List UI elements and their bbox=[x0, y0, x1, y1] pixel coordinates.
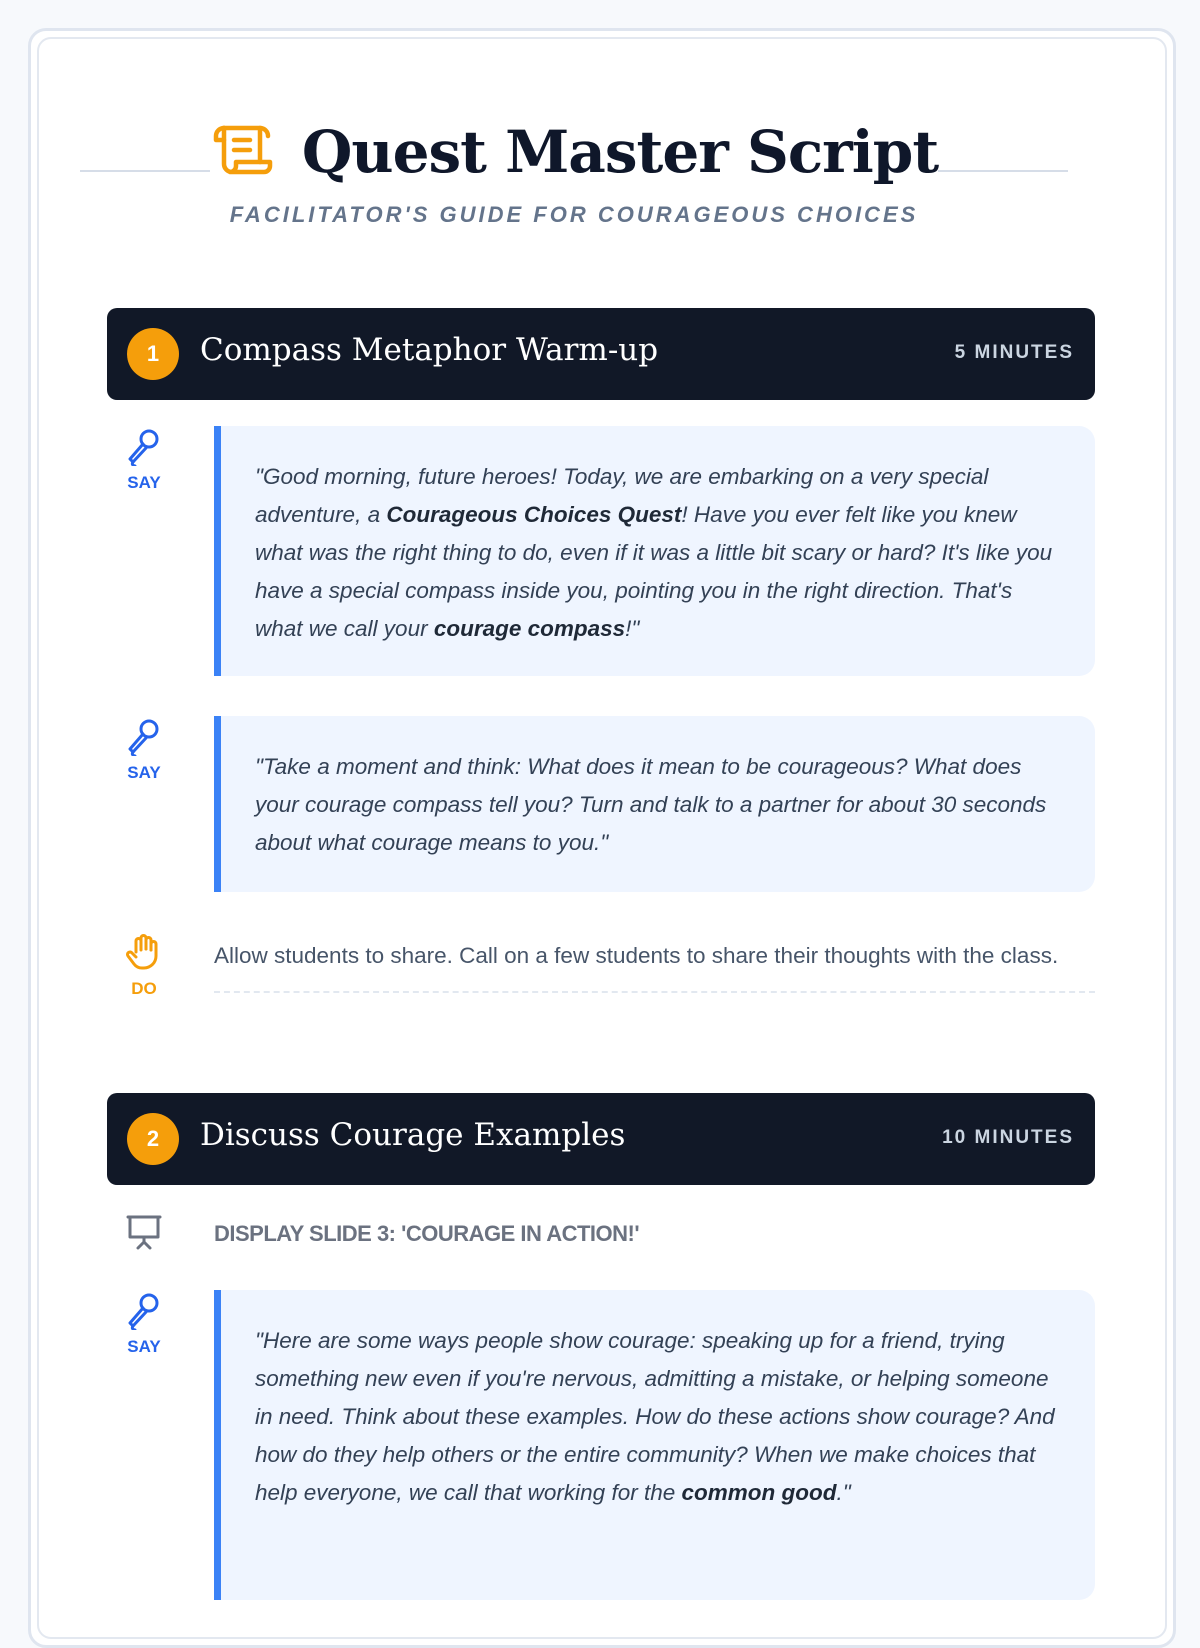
section-title: Discuss Courage Examples bbox=[200, 1117, 626, 1153]
section-header-1 bbox=[107, 308, 1095, 400]
scroll-icon bbox=[210, 120, 274, 185]
page-title: Quest Master Script bbox=[301, 118, 939, 186]
quote-emphasis: courage compass bbox=[433, 616, 626, 641]
say-quote-box bbox=[214, 426, 1095, 676]
do-marker bbox=[104, 932, 184, 999]
say-quote-box bbox=[214, 716, 1095, 892]
hand-icon bbox=[124, 932, 164, 972]
say-marker bbox=[104, 426, 184, 493]
quote-text: !" bbox=[625, 616, 640, 641]
page-header bbox=[80, 80, 1068, 250]
page-subtitle: FACILITATOR'S GUIDE FOR COURAGEOUS CHOICES bbox=[229, 202, 919, 227]
quote-emphasis: Courageous Choices Quest bbox=[386, 502, 682, 527]
say-marker bbox=[104, 1290, 184, 1357]
presentation-screen-icon bbox=[124, 1212, 164, 1252]
quote-text: "Take a moment and think: What does it mean to be courageous? What does your courage compass tell you? Turn and talk to a partner for about 30 seconds about what courage means to you." bbox=[255, 754, 1047, 855]
section-header-2 bbox=[107, 1093, 1095, 1185]
quote-emphasis: common good bbox=[681, 1480, 837, 1505]
do-label: DO bbox=[131, 979, 157, 998]
microphone-icon bbox=[124, 1290, 164, 1330]
display-instruction: DISPLAY SLIDE 3: 'COURAGE IN ACTION!' bbox=[214, 1221, 640, 1246]
microphone-icon bbox=[124, 426, 164, 466]
section-duration: 5 MINUTES bbox=[954, 342, 1074, 363]
say-quote-box bbox=[214, 1290, 1095, 1600]
say-marker bbox=[104, 716, 184, 783]
quote-text: ." bbox=[836, 1480, 851, 1505]
quote-text: "Good morning, future heroes! Today, we are embarking on a very special adventure, a bbox=[255, 464, 989, 527]
say-label: SAY bbox=[127, 473, 161, 492]
section-number-badge: 1 bbox=[127, 328, 179, 380]
microphone-icon bbox=[124, 716, 164, 756]
quote-text: ! Have you ever felt like you knew what was the right thing to do, even if it was a little bit scary or hard? It's like you have a special compass inside you, pointing you in the right direction. That's what we call your bbox=[255, 502, 1053, 641]
section-duration: 10 MINUTES bbox=[942, 1127, 1074, 1148]
title-row bbox=[80, 102, 1068, 202]
do-instruction: Allow students to share. Call on a few students to share their thoughts with the class. bbox=[214, 936, 1095, 993]
display-marker bbox=[104, 1212, 184, 1257]
section-number-badge: 2 bbox=[127, 1113, 179, 1165]
say-label: SAY bbox=[127, 763, 161, 782]
section-title: Compass Metaphor Warm-up bbox=[200, 332, 659, 368]
say-label: SAY bbox=[127, 1337, 161, 1356]
quote-text: "Here are some ways people show courage: speaking up for a friend, trying something new even if you're nervous, admitting a mistake, or helping someone in need. Think about these examples. How do these actions show courage? And how do they help others or the entire community? When we make choices that help everyone, we call that working for the bbox=[255, 1328, 1055, 1505]
